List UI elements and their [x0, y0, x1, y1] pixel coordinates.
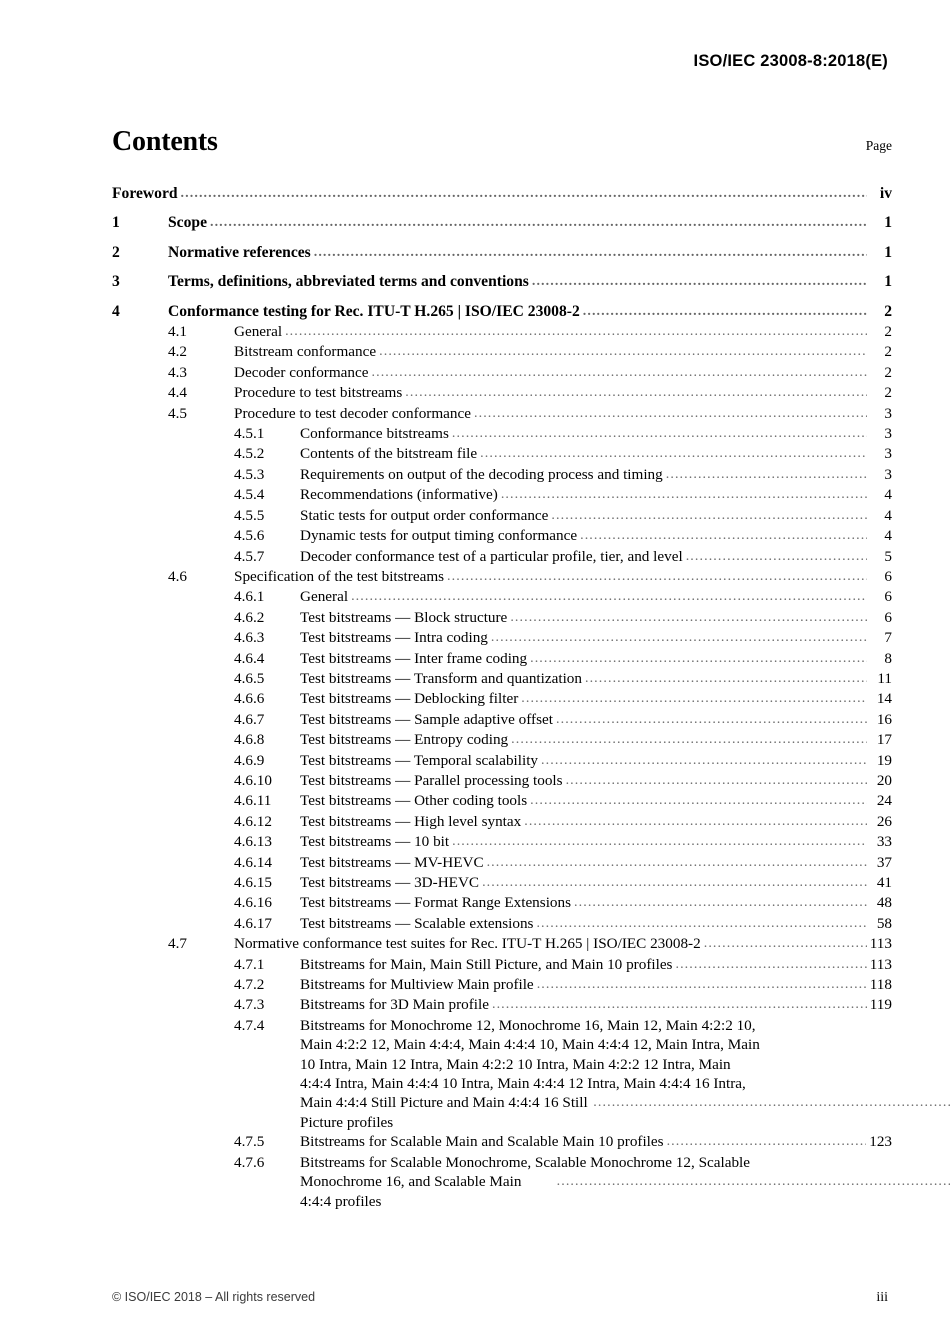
toc-entry-text: Static tests for output order conformance: [300, 506, 549, 524]
toc-leader-dots: [580, 526, 867, 545]
toc-entry-number: 4.1: [168, 323, 187, 341]
toc-entry-number: 3: [112, 273, 120, 291]
toc-leader-dots: [666, 465, 867, 484]
toc-entry-page: 1: [884, 273, 892, 291]
toc-entry-text: Conformance bitstreams: [300, 425, 449, 443]
toc-entry-text: Test bitstreams — Temporal scalability: [300, 751, 539, 769]
toc-entry-number: 4.7.5: [234, 1133, 265, 1151]
toc-entry-number: 4.6.4: [234, 649, 265, 667]
toc-entry-number: 4.6.16: [234, 894, 272, 912]
toc-entry-text: Normative conformance test suites for Rec. ITU-T H.265 | ISO/IEC 23008-2: [234, 935, 701, 953]
toc-leader-dots: [314, 243, 867, 262]
toc-leader-dots: [593, 1093, 950, 1112]
toc-leader-dots: [675, 955, 866, 974]
toc-entry-number: 4.6.5: [234, 669, 265, 687]
toc-entry-number: 1: [112, 214, 120, 232]
toc-entry-page: 48: [876, 894, 892, 912]
toc-entry-text: Monochrome 16, and Scalable Main 4:4:4 profiles: [300, 1173, 522, 1210]
toc-entry-text: Test bitstreams — Entropy coding: [300, 731, 509, 749]
toc-entry[interactable]: [112, 995, 892, 1015]
toc-leader-dots: [452, 832, 867, 851]
toc-entry[interactable]: [112, 771, 892, 791]
toc-entry[interactable]: [112, 689, 892, 709]
toc-leader-dots: [210, 213, 867, 232]
toc-entry-text: Bitstreams for Scalable Monochrome, Scalable Monochrome 12, Scalable: [300, 1153, 751, 1171]
toc-entry-text: Test bitstreams — 10 bit: [300, 833, 450, 851]
toc-entry[interactable]: [112, 669, 892, 689]
toc-entry-number: 4.6.2: [234, 608, 265, 626]
toc-entry-text: Test bitstreams — Transform and quantization: [300, 669, 582, 687]
toc-entry[interactable]: [112, 363, 892, 383]
table-of-contents: [112, 184, 892, 1211]
toc-entry-text: Test bitstreams — Sample adaptive offset: [300, 710, 553, 728]
toc-leader-dots: [487, 853, 867, 872]
standard-reference: ISO/IEC 23008-8:2018(E): [693, 52, 888, 70]
toc-entry-page: iv: [879, 185, 892, 202]
toc-leader-dots: [480, 444, 867, 463]
toc-entry[interactable]: [112, 730, 892, 750]
toc-leader-dots: [556, 710, 867, 729]
toc-entry-number: 4.6.6: [234, 690, 265, 708]
toc-leader-dots: [351, 587, 867, 606]
toc-entry[interactable]: [112, 791, 892, 811]
toc-entry-text: Bitstreams for Monochrome 12, Monochrome 16, Main 12, Main 4:2:2 10,: [300, 1016, 756, 1034]
contents-title-row: [112, 126, 892, 158]
copyright-notice: © ISO/IEC 2018 – All rights reserved: [112, 1290, 316, 1304]
page-number: iii: [876, 1290, 888, 1305]
toc-entry-page: 8: [884, 649, 892, 667]
toc-entry-text: Foreword: [112, 185, 178, 202]
toc-entry-text: Procedure to test bitstreams: [234, 384, 403, 402]
toc-entry-number: 4.6.10: [234, 771, 272, 789]
toc-entry[interactable]: [112, 608, 892, 628]
toc-leader-dots: [583, 302, 867, 321]
toc-entry-number: 4.6.7: [234, 710, 265, 728]
toc-entry-page: 41: [876, 874, 892, 891]
toc-entry-text: Main 4:2:2 12, Main 4:4:4, Main 4:4:4 10, Main 4:4:4 12, Main Intra, Main: [300, 1036, 760, 1054]
toc-entry-text: Decoder conformance: [234, 363, 369, 381]
toc-entry-page: 2: [884, 323, 892, 341]
document-footer: [112, 1290, 888, 1306]
toc-entry-page: 3: [884, 465, 892, 483]
toc-entry-text: Test bitstreams — MV-HEVC: [300, 853, 484, 871]
toc-leader-dots: [537, 975, 867, 994]
toc-entry-number: 4: [112, 302, 120, 320]
toc-entry-page: 7: [884, 629, 892, 647]
toc-entry[interactable]: [112, 342, 892, 362]
toc-entry-number: 4.6.8: [234, 731, 265, 749]
toc-entry-number: 4.7.4: [234, 1016, 265, 1034]
toc-leader-dots: [551, 506, 867, 525]
toc-entry[interactable]: [112, 955, 892, 975]
toc-entry-number: 2: [112, 243, 120, 261]
toc-entry[interactable]: [112, 424, 892, 444]
toc-entry-number: 4.7.2: [234, 976, 265, 994]
toc-entry-text: Specification of the test bitstreams: [234, 567, 445, 585]
toc-entry-page: 24: [876, 792, 892, 810]
toc-entry[interactable]: [112, 302, 892, 322]
toc-entry-page: 14: [876, 690, 892, 708]
toc-entry-text: Conformance testing for Rec. ITU-T H.265 | ISO/IEC 23008-2: [168, 302, 580, 320]
toc-leader-dots: [532, 272, 867, 291]
toc-entry-text: Test bitstreams — Other coding tools: [300, 792, 528, 810]
toc-entry-page: 5: [884, 547, 892, 565]
toc-leader-dots: [530, 649, 867, 668]
toc-entry-text: Test bitstreams — Deblocking filter: [300, 690, 519, 708]
toc-entry-number: 4.5.1: [234, 425, 265, 443]
toc-leader-dots: [181, 184, 867, 203]
toc-entry-number: 4.5.3: [234, 465, 265, 483]
page-title: Contents: [112, 126, 218, 157]
toc-entry[interactable]: [112, 444, 892, 464]
toc-entry-page: 4: [884, 506, 892, 524]
toc-entry-page: 113: [869, 935, 892, 953]
toc-entry-text: Test bitstreams — Parallel processing tools: [300, 771, 563, 789]
toc-leader-dots: [510, 608, 867, 627]
toc-entry-text: Test bitstreams — Format Range Extensions: [300, 894, 572, 912]
toc-entry-page: 3: [884, 404, 892, 422]
toc-entry[interactable]: [112, 404, 892, 424]
toc-entry-page: 2: [884, 384, 892, 402]
toc-entry[interactable]: [112, 213, 892, 233]
toc-leader-dots: [521, 689, 867, 708]
toc-entry-page: 6: [884, 608, 892, 626]
toc-entry-text: General: [300, 588, 349, 606]
toc-entry-text: Test bitstreams — High level syntax: [300, 812, 522, 830]
toc-entry[interactable]: [112, 893, 892, 913]
toc-entry-page: 2: [884, 363, 892, 381]
toc-entry-page: 123: [869, 1133, 892, 1151]
toc-entry-page: 19: [876, 751, 892, 769]
toc-leader-dots: [474, 404, 867, 423]
toc-entry-text: Test bitstreams — Scalable extensions: [300, 914, 534, 932]
toc-entry-number: 4.6: [168, 567, 187, 585]
toc-entry-text: Test bitstreams — 3D-HEVC: [300, 874, 480, 891]
toc-leader-dots: [686, 547, 867, 566]
toc-entry-text: 4:4:4 Intra, Main 4:4:4 10 Intra, Main 4:4:4 12 Intra, Main 4:4:4 16 Intra,: [300, 1075, 746, 1093]
toc-entry[interactable]: [112, 243, 892, 263]
toc-leader-dots: [492, 995, 867, 1014]
toc-entry[interactable]: [112, 1132, 892, 1152]
toc-entry-page: 2: [884, 343, 892, 361]
toc-entry-number: 4.5.2: [234, 445, 265, 463]
toc-entry-page: 4: [884, 486, 892, 504]
toc-entry-number: 4.5.5: [234, 506, 265, 524]
toc-entry[interactable]: [112, 873, 892, 893]
toc-entry-number: 4.2: [168, 343, 187, 361]
toc-entry[interactable]: [112, 506, 892, 526]
toc-entry[interactable]: [112, 853, 892, 873]
toc-entry[interactable]: [112, 587, 892, 607]
toc-entry-text: Bitstream conformance: [234, 343, 377, 361]
toc-entry-page: 58: [876, 914, 892, 932]
toc-leader-dots: [524, 812, 867, 831]
toc-leader-dots: [704, 934, 867, 953]
toc-entry-page: 1: [884, 243, 892, 261]
toc-entry[interactable]: [112, 914, 892, 934]
toc-entry-number: 4.7.3: [234, 996, 265, 1014]
toc-entry-number: 4.6.14: [234, 853, 272, 871]
toc-entry[interactable]: [112, 184, 892, 204]
toc-entry-page: 26: [876, 812, 892, 830]
toc-entry-text: Bitstreams for Main, Main Still Picture, and Main 10 profiles: [300, 955, 673, 973]
toc-entry-text: Decoder conformance test of a particular profile, tier, and level: [300, 547, 683, 565]
toc-leader-dots: [501, 485, 867, 504]
toc-entry-text: Test bitstreams — Inter frame coding: [300, 649, 528, 667]
toc-entry-text: Recommendations (informative): [300, 486, 498, 504]
toc-entry-text: Test bitstreams — Intra coding: [300, 629, 488, 647]
toc-entry-page: 6: [884, 567, 892, 585]
toc-entry-number: 4.5.7: [234, 547, 265, 565]
toc-entry-text: Scope: [168, 214, 207, 232]
toc-entry-number: 4.6.9: [234, 751, 265, 769]
toc-leader-dots: [372, 363, 868, 382]
toc-leader-dots: [536, 914, 867, 933]
toc-leader-dots: [491, 628, 867, 647]
toc-leader-dots: [379, 342, 867, 361]
toc-entry[interactable]: [112, 322, 892, 342]
toc-entry-text: Requirements on output of the decoding process and timing: [300, 465, 663, 483]
toc-leader-dots: [447, 567, 867, 586]
toc-entry[interactable]: [112, 567, 892, 587]
toc-entry-number: 4.3: [168, 363, 187, 381]
toc-entry[interactable]: [112, 1016, 892, 1132]
toc-entry-number: 4.7: [168, 935, 187, 953]
toc-leader-dots: [541, 751, 867, 770]
toc-entry-page: 37: [876, 853, 892, 871]
toc-entry-page: 20: [876, 771, 892, 789]
toc-entry-page: 4: [884, 527, 892, 545]
toc-entry[interactable]: [112, 934, 892, 954]
toc-entry-number: 4.6.17: [234, 914, 272, 932]
toc-entry-page: 119: [869, 996, 892, 1014]
toc-entry[interactable]: [112, 832, 892, 852]
toc-entry-page: 16: [876, 710, 892, 728]
toc-entry-number: 4.6.3: [234, 629, 265, 647]
toc-leader-dots: [566, 771, 867, 790]
toc-entry-page: 1: [884, 214, 892, 232]
toc-leader-dots: [285, 322, 867, 341]
toc-entry-page: 113: [869, 955, 892, 973]
toc-entry[interactable]: [112, 751, 892, 771]
toc-entry-page: 2: [884, 302, 892, 320]
toc-entry[interactable]: [112, 710, 892, 730]
toc-leader-dots: [452, 424, 867, 443]
toc-entry[interactable]: [112, 272, 892, 292]
toc-entry-number: 4.6.12: [234, 812, 272, 830]
toc-entry[interactable]: [112, 628, 892, 648]
toc-entry-number: 4.5: [168, 404, 187, 422]
toc-entry-text: Dynamic tests for output timing conformance: [300, 527, 578, 545]
toc-entry-number: 4.5.6: [234, 527, 265, 545]
toc-entry-page: 3: [884, 425, 892, 443]
toc-entry-text: 10 Intra, Main 12 Intra, Main 4:2:2 10 Intra, Main 4:2:2 12 Intra, Main: [300, 1055, 731, 1073]
toc-leader-dots: [530, 791, 867, 810]
document-header: [694, 52, 888, 71]
toc-leader-dots: [667, 1132, 867, 1151]
toc-entry[interactable]: [112, 465, 892, 485]
toc-entry-page: 3: [884, 445, 892, 463]
toc-entry-page: 17: [876, 731, 892, 749]
toc-entry-text: Test bitstreams — Block structure: [300, 608, 508, 626]
toc-entry-text: Main 4:4:4 Still Picture and Main 4:4:4 16 Still Picture profiles: [300, 1094, 588, 1131]
toc-leader-dots: [557, 1172, 950, 1191]
toc-entry[interactable]: [112, 649, 892, 669]
toc-entry[interactable]: [112, 547, 892, 567]
toc-entry-text: Bitstreams for 3D Main profile: [300, 996, 489, 1014]
toc-entry[interactable]: [112, 526, 892, 546]
toc-entry-text: Terms, definitions, abbreviated terms and conventions: [168, 273, 529, 291]
toc-entry[interactable]: [112, 975, 892, 995]
toc-entry-text: Contents of the bitstream file: [300, 445, 478, 463]
toc-entry-page: 33: [876, 833, 892, 851]
toc-entry-number: 4.5.4: [234, 486, 265, 504]
toc-entry-number: 4.7.6: [234, 1153, 265, 1171]
page-column-header: Page: [865, 138, 892, 153]
toc-entry-number: 4.7.1: [234, 955, 265, 973]
toc-entry-number: 4.6.13: [234, 833, 272, 851]
toc-entry[interactable]: [112, 1153, 892, 1211]
toc-leader-dots: [405, 383, 867, 402]
toc-entry-text: Procedure to test decoder conformance: [234, 404, 471, 422]
toc-entry-text: General: [234, 323, 283, 341]
toc-entry-page: 6: [884, 588, 892, 606]
toc-entry-number: 4.6.11: [234, 792, 272, 810]
toc-entry[interactable]: [112, 383, 892, 403]
toc-entry-number: 4.6.15: [234, 874, 272, 891]
toc-entry[interactable]: [112, 812, 892, 832]
toc-leader-dots: [482, 873, 867, 892]
toc-entry-number: 4.4: [168, 384, 187, 402]
toc-entry[interactable]: [112, 485, 892, 505]
toc-entry-text: Bitstreams for Scalable Main and Scalable Main 10 profiles: [300, 1133, 664, 1151]
toc-entry-number: 4.6.1: [234, 588, 265, 606]
contents-section: [112, 126, 892, 1211]
toc-entry-page: 118: [869, 976, 892, 994]
toc-leader-dots: [574, 893, 867, 912]
toc-entry-page: 11: [877, 669, 892, 687]
toc-entry-text: Normative references: [168, 243, 311, 261]
toc-leader-dots: [511, 730, 867, 749]
toc-entry-text: Bitstreams for Multiview Main profile: [300, 976, 534, 994]
toc-leader-dots: [585, 669, 867, 688]
